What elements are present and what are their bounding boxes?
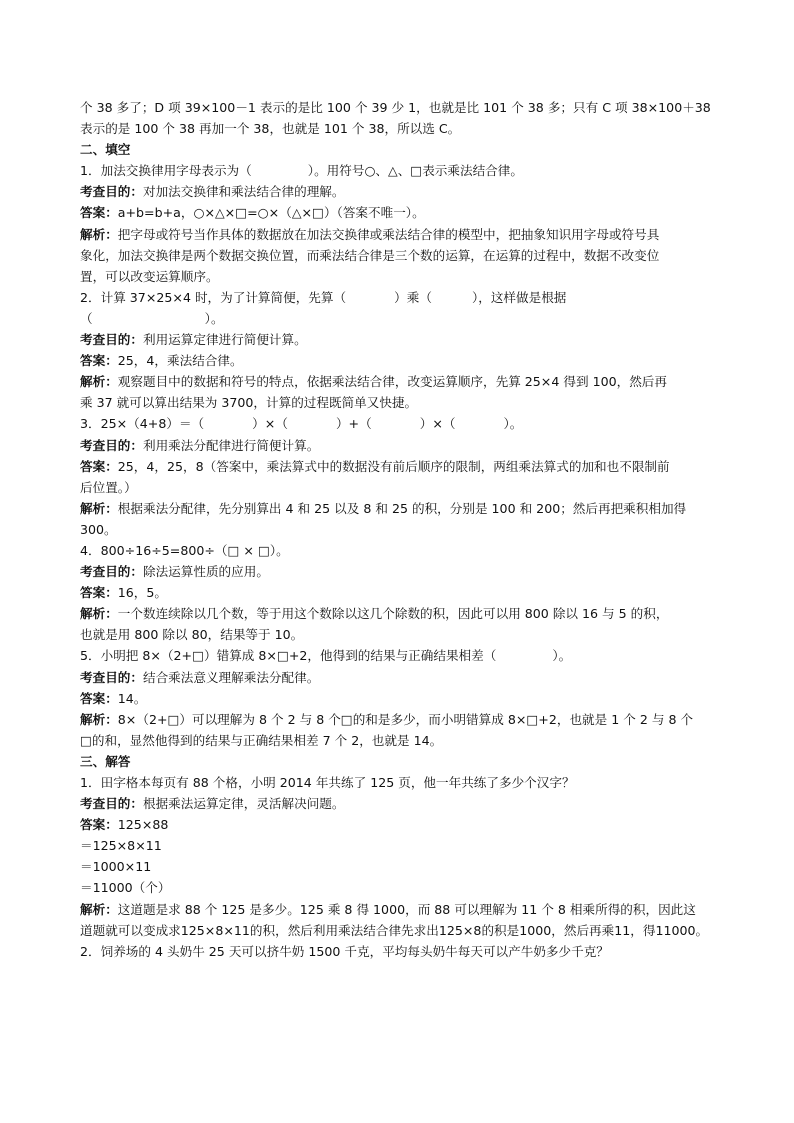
purpose-label: 考查目的： xyxy=(80,332,143,348)
analysis-label: 解析： xyxy=(80,374,118,390)
intro-line-2: 表示的是 100 个 38 再加一个 38，也就是 101 个 38，所以选 C。 xyxy=(80,121,461,137)
problem-1: 1．田字格本每页有 88 个格，小明 2014 年共练了 125 页，他一年共练了多少个汉字？ xyxy=(80,775,575,790)
analysis-line xyxy=(80,371,730,392)
analysis-line: □的和，显然他得到的结果与正确结果相差 7 个 2，也就是 14。 xyxy=(80,732,443,748)
purpose-label: 考查目的： xyxy=(80,796,143,812)
purpose-text: 根据乘法运算定律，灵活解决问题。 xyxy=(142,796,345,812)
question-3: 3．25×（4+8）＝（ ）×（ ）+（ ）×（ ）。 xyxy=(80,416,523,432)
purpose-text: 结合乘法意义理解乘法分配律。 xyxy=(142,669,320,685)
answer-line xyxy=(80,814,730,835)
answer-text: 16，5。 xyxy=(117,585,168,601)
section-heading-solve: 三、解答 xyxy=(80,753,131,769)
purpose-text: 对加法交换律和乘法结合律的理解。 xyxy=(142,184,345,200)
intro-line-1: 个 38 多了；D 项 39×100－1 表示的是比 100 个 39 少 1，也就是比 101 个 38 多；只有 C 项 38×100＋38 xyxy=(80,100,711,115)
analysis-line: 300。 xyxy=(80,521,117,537)
problem-2: 2．饲养场的 4 头奶牛 25 天可以挤牛奶 1500 千克，平均每头奶牛每天可以产牛奶多少千克？ xyxy=(80,943,609,959)
answer-label: 答案： xyxy=(80,690,118,706)
analysis-label: 解析： xyxy=(80,500,118,516)
purpose-line xyxy=(80,435,730,456)
calc-step: ＝125×8×11 xyxy=(80,838,162,854)
question-1: 1．加法交换律用字母表示为（ ）。用符号○、△、□表示乘法结合律。 xyxy=(80,163,523,179)
analysis-line xyxy=(80,224,730,245)
analysis-text: 一个数连续除以几个数，等于用这个数除以这几个除数的积，因此可以用 800 除以 16 与 5 的积， xyxy=(117,606,669,622)
answer-label: 答案： xyxy=(80,353,118,369)
answer-line xyxy=(80,688,730,709)
analysis-label: 解析： xyxy=(80,901,118,917)
analysis-label: 解析： xyxy=(80,226,118,242)
answer-text: a+b=b+a，○×△×□=○×（△×□）（答案不唯一）。 xyxy=(117,205,425,221)
purpose-line xyxy=(80,329,730,350)
purpose-label: 考查目的： xyxy=(80,437,143,453)
analysis-line: 置，可以改变运算顺序。 xyxy=(80,268,219,284)
answer-line xyxy=(80,582,730,603)
answer-label: 答案： xyxy=(80,205,118,221)
answer-line xyxy=(80,202,730,223)
analysis-line: 道题就可以变成求125×8×11的积，然后利用乘法结合律先求出125×8的积是1000，然后再乘11，得11000。 xyxy=(80,922,709,938)
answer-line xyxy=(80,350,730,371)
answer-line: 后位置。） xyxy=(80,479,137,495)
analysis-label: 解析： xyxy=(80,711,118,727)
answer-text: 125×88 xyxy=(117,817,169,833)
analysis-text: 把字母或符号当作具体的数据放在加法交换律或乘法结合律的模型中，把抽象知识用字母或符号具 xyxy=(117,226,660,242)
analysis-text: 观察题目中的数据和符号的特点，依据乘法结合律，改变运算顺序，先算 25×4 得到 100，然后再 xyxy=(117,374,667,390)
purpose-line xyxy=(80,667,730,688)
analysis-line: 也就是用 800 除以 80，结果等于 10。 xyxy=(80,627,304,643)
analysis-text: 8×（2+□）可以理解为 8 个 2 与 8 个□的和是多少，而小明错算成 8×□+2，也就是 1 个 2 与 8 个 xyxy=(117,711,694,727)
analysis-line xyxy=(80,498,730,519)
answer-label: 答案： xyxy=(80,458,118,474)
answer-label: 答案： xyxy=(80,585,118,601)
purpose-label: 考查目的： xyxy=(80,564,143,580)
analysis-line xyxy=(80,709,730,730)
answer-text: 14。 xyxy=(117,690,147,706)
question-4: 4．800÷16÷5=800÷（□ × □）。 xyxy=(80,542,289,558)
answer-line xyxy=(80,456,730,477)
purpose-text: 利用运算定律进行简便计算。 xyxy=(142,332,307,348)
calc-step: ＝1000×11 xyxy=(80,859,152,875)
question-5: 5．小明把 8×（2+□）错算成 8×□+2，他得到的结果与正确结果相差（ ）。 xyxy=(80,648,572,664)
purpose-text: 除法运算性质的应用。 xyxy=(142,564,269,580)
document-page xyxy=(80,97,730,962)
answer-label: 答案： xyxy=(80,817,118,833)
purpose-line xyxy=(80,561,730,582)
analysis-line xyxy=(80,603,730,624)
analysis-line: 乘 37 就可以算出结果为 3700，计算的过程既简单又快捷。 xyxy=(80,395,418,411)
answer-text: 25，4，25，8（答案中，乘法算式中的数据没有前后顺序的限制，两组乘法算式的加和也不限制前 xyxy=(117,458,670,474)
purpose-line xyxy=(80,181,730,202)
purpose-label: 考查目的： xyxy=(80,669,143,685)
question-2-cont: （ ）。 xyxy=(80,310,224,326)
analysis-text: 根据乘法分配律，先分别算出 4 和 25 以及 8 和 25 的积，分别是 100 和 200；然后再把乘积相加得 xyxy=(117,500,687,516)
analysis-line: 象化，加法交换律是两个数据交换位置，而乘法结合律是三个数的运算，在运算的过程中，数据不改变位 xyxy=(80,247,660,263)
purpose-text: 利用乘法分配律进行简便计算。 xyxy=(142,437,320,453)
calc-step: ＝11000（个） xyxy=(80,880,171,896)
analysis-text: 这道题是求 88 个 125 是多少。125 乘 8 得 1000，而 88 可以理解为 11 个 8 相乘所得的积，因此这 xyxy=(117,901,696,917)
answer-text: 25，4，乘法结合律。 xyxy=(117,353,243,369)
analysis-line xyxy=(80,899,730,920)
purpose-line xyxy=(80,793,730,814)
question-2: 2．计算 37×25×4 时，为了计算简便，先算（ ）乘（ ），这样做是根据 xyxy=(80,289,567,305)
purpose-label: 考查目的： xyxy=(80,184,143,200)
section-heading-fill-in: 二、填空 xyxy=(80,142,131,158)
analysis-label: 解析： xyxy=(80,606,118,622)
